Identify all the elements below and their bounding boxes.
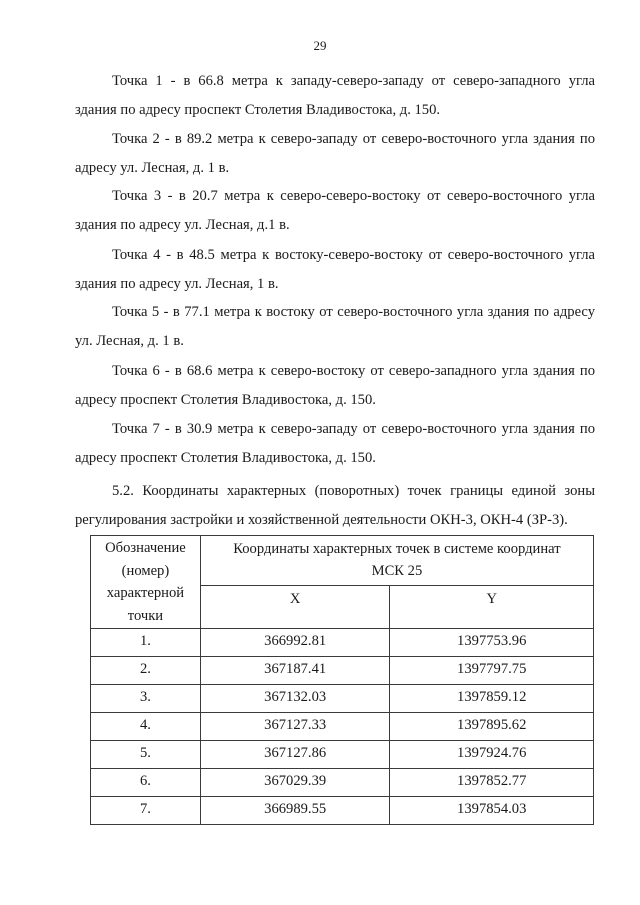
header-point-line-4: точки (127, 607, 164, 624)
header-point-line-2: (номер) (121, 562, 170, 579)
table-row (91, 685, 594, 713)
cell-y: 1397797.75 (390, 657, 594, 685)
table-row (91, 657, 594, 685)
paragraph-point-4: Точка 4 - в 48.5 метра к востоку-северо-востоку от северо-восточного угла здания по адресу ул. Лесная, 1 в. (75, 247, 595, 292)
cell-x: 367187.41 (200, 657, 390, 685)
cell-x: 366989.55 (200, 797, 390, 825)
header-coordinates-line-1: Координаты характерных точек в системе координат (233, 541, 561, 557)
header-coordinates (200, 536, 593, 586)
cell-y: 1397859.12 (390, 685, 594, 713)
cell-point-number: 4. (91, 713, 201, 741)
cell-x: 367029.39 (200, 769, 390, 797)
cell-x: 367127.86 (200, 741, 390, 769)
header-coordinates-line-2: МСК 25 (371, 563, 423, 579)
cell-x: 366992.81 (200, 629, 390, 657)
header-point-designation (91, 536, 201, 629)
paragraph-point-5: Точка 5 - в 77.1 метра к востоку от северо-восточного угла здания по адресу ул. Лесная, д. 1 в. (75, 304, 595, 349)
cell-x: 367132.03 (200, 685, 390, 713)
cell-y: 1397924.76 (390, 741, 594, 769)
table-row (91, 769, 594, 797)
paragraph-point-7: Точка 7 - в 30.9 метра к северо-западу от северо-восточного угла здания по адресу проспект Столетия Владивостока, д. 150. (75, 421, 595, 466)
header-y: Y (390, 586, 594, 629)
cell-y: 1397895.62 (390, 713, 594, 741)
cell-x: 367127.33 (200, 713, 390, 741)
page-number: 29 (313, 38, 327, 53)
header-x: X (200, 586, 390, 629)
paragraph-point-1: Точка 1 - в 66.8 метра к западу-северо-западу от северо-западного угла здания по адресу проспект Столетия Владивостока, д. 150. (75, 73, 595, 118)
section-heading-5-2: 5.2. Координаты характерных (поворотных) точек границы единой зоны регулирования застройки и хозяйственной деятельности ОКН-3, ОКН-4 (ЗР-3). (75, 483, 595, 528)
paragraph-point-2: Точка 2 - в 89.2 метра к северо-западу от северо-восточного угла здания по адресу ул. Лесная, д. 1 в. (75, 131, 595, 176)
paragraph-point-3: Точка 3 - в 20.7 метра к северо-северо-востоку от северо-восточного угла здания по адресу ул. Лесная, д.1 в. (75, 188, 595, 233)
cell-y: 1397852.77 (390, 769, 594, 797)
cell-point-number: 7. (91, 797, 201, 825)
cell-point-number: 1. (91, 629, 201, 657)
cell-point-number: 6. (91, 769, 201, 797)
cell-y: 1397753.96 (390, 629, 594, 657)
header-point-line-3: характерной (106, 585, 185, 601)
header-point-line-1: Обозначение (105, 540, 186, 556)
table-row (91, 629, 594, 657)
cell-point-number: 3. (91, 685, 201, 713)
cell-point-number: 5. (91, 741, 201, 769)
coordinates-table (90, 535, 594, 825)
table-row (91, 713, 594, 741)
table-row (91, 797, 594, 825)
cell-point-number: 2. (91, 657, 201, 685)
table-row (91, 741, 594, 769)
paragraph-point-6: Точка 6 - в 68.6 метра к северо-востоку от северо-западного угла здания по адресу проспект Столетия Владивостока, д. 150. (75, 363, 595, 408)
cell-y: 1397854.03 (390, 797, 594, 825)
